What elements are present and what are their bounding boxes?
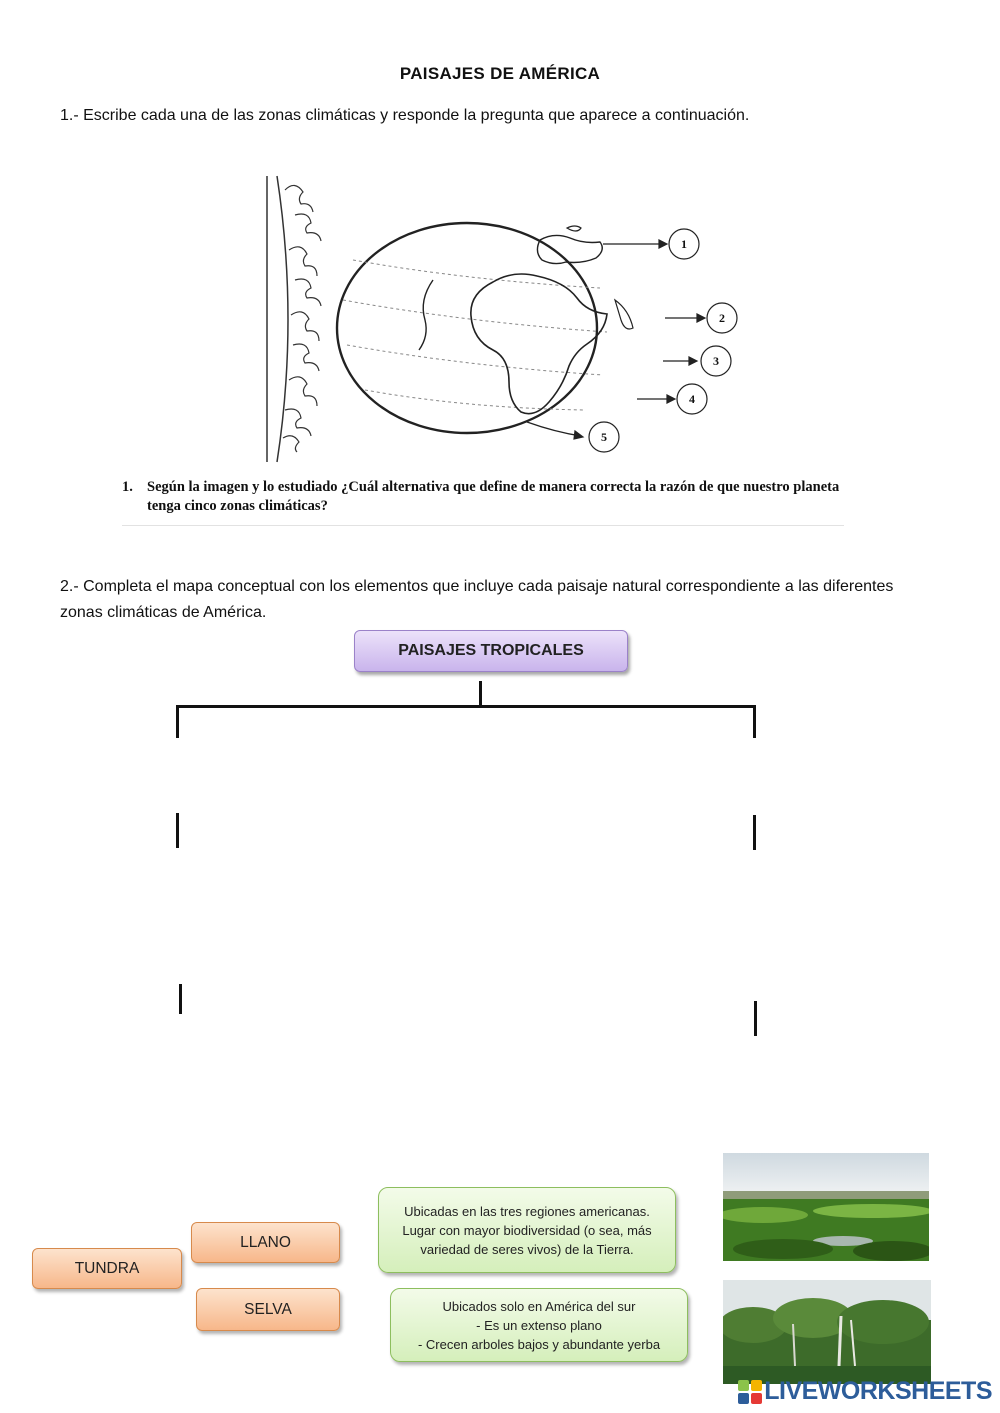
connector-left-3 — [179, 984, 182, 1014]
zone-label-4: 4 — [689, 392, 695, 406]
tile-tundra[interactable]: TUNDRA — [32, 1248, 182, 1289]
zone-label-1: 1 — [681, 237, 687, 251]
tile-llano[interactable]: LLANO — [191, 1222, 340, 1263]
connector-left — [176, 705, 179, 738]
mcq-text: Según la imagen y lo estudiado ¿Cuál alternativa que define de manera correcta la razón de que nuestro planeta tenga cinco zonas climáticas? — [147, 479, 840, 514]
connector-root — [479, 681, 482, 705]
sun-illustration — [267, 176, 321, 462]
zone-label-3: 3 — [713, 354, 719, 368]
connector-right — [753, 705, 756, 738]
zone-number-circles — [589, 229, 737, 452]
photo-llano[interactable] — [723, 1153, 929, 1261]
tile-description-selva[interactable] — [378, 1187, 676, 1273]
page-title: PAISAJES DE AMÉRICA — [399, 64, 601, 83]
brand-name: LIVEWORKSHEETS — [764, 1377, 992, 1405]
connector-horizontal — [176, 705, 756, 708]
desc2-line-3: - Crecen arboles bajos y abundante yerba — [417, 1336, 661, 1352]
earth-globe — [337, 223, 633, 433]
zone-label-5: 5 — [601, 430, 607, 444]
climate-zones-figure — [255, 170, 745, 470]
desc1-line-3: variedad de seres vivos) de la Tierra. — [420, 1241, 634, 1257]
tile-selva[interactable]: SELVA — [196, 1288, 340, 1331]
liveworksheets-logo-icon — [738, 1380, 762, 1404]
connector-right-2 — [753, 815, 756, 850]
liveworksheets-brand — [738, 1377, 992, 1406]
desc1-line-2: Lugar con mayor biodiversidad (o sea, más — [402, 1222, 652, 1238]
concept-map-root: PAISAJES TROPICALES — [354, 630, 628, 672]
connector-right-3 — [754, 1001, 757, 1036]
tile-description-llano[interactable] — [390, 1288, 688, 1362]
connector-left-2 — [176, 813, 179, 848]
desc2-line-1: Ubicados solo en América del sur — [442, 1298, 636, 1314]
question-1-instruction: 1.- Escribe cada una de las zonas climáticas y responde la pregunta que aparece a continuación. — [60, 107, 750, 124]
divider — [122, 525, 844, 526]
zone-label-2: 2 — [719, 311, 725, 325]
mcq-number: 1. — [122, 479, 133, 495]
question-2-instruction: 2.- Completa el mapa conceptual con los elementos que incluye cada paisaje natural correspondiente a las diferentes zonas climáticas de América. — [60, 578, 894, 621]
desc1-line-1: Ubicadas en las tres regiones americanas. — [404, 1203, 650, 1219]
photo-selva[interactable] — [723, 1280, 931, 1384]
desc2-line-2: - Es un extenso plano — [476, 1317, 602, 1333]
